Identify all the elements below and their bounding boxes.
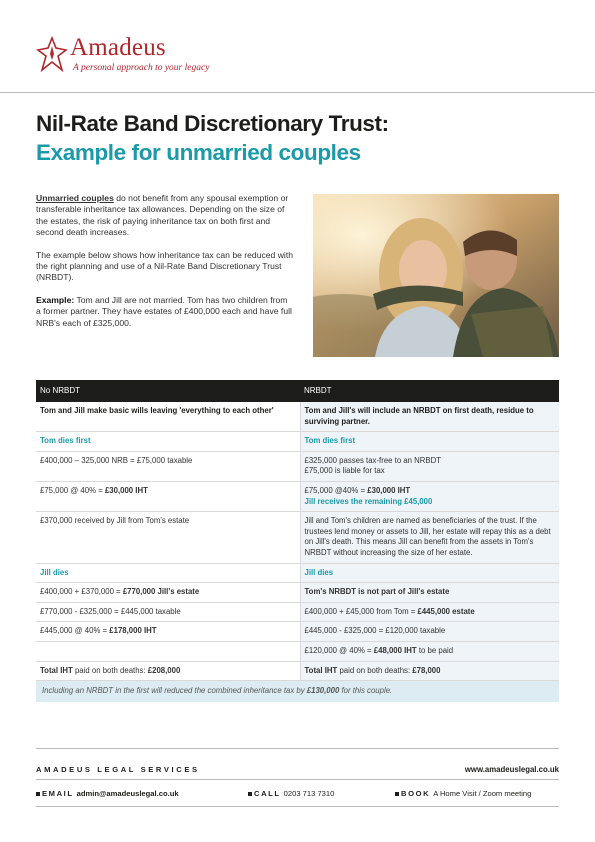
page-title: Nil-Rate Band Discretionary Trust:: [36, 111, 389, 136]
cell-text: £445,000 @ 40% =: [40, 626, 110, 636]
table-cell: [300, 481, 559, 511]
bullet-icon: [395, 792, 399, 796]
table-cell: £400,000 – 325,000 NRB = £75,000 taxable: [36, 451, 300, 481]
table-cell: Tom and Jill's will include an NRBDT on first death, residue to surviving partner.: [300, 402, 559, 432]
total-text: paid on both deaths:: [337, 665, 413, 675]
table-cell: £445,000 - £325,000 = £120,000 taxable: [300, 622, 559, 642]
footer-call: [248, 789, 334, 798]
total-value: £208,000: [147, 665, 181, 675]
column-header-no-nrbdt: No NRBDT: [36, 380, 300, 402]
table-cell: Tom and Jill make basic wills leaving 'everything to each other': [36, 402, 300, 432]
footer-email: [36, 789, 179, 798]
total-row: [36, 661, 559, 681]
total-label: Total IHT: [40, 665, 73, 675]
section-label: Tom dies first: [36, 432, 300, 452]
amadeus-crown-logo-icon: [36, 36, 68, 76]
table-row: [36, 583, 559, 603]
book-label: BOOK: [401, 789, 431, 798]
intro-lead: Unmarried couples: [36, 193, 114, 203]
section-row-tom-dies: [36, 432, 559, 452]
table-cell: [36, 583, 300, 603]
note-text: for this couple.: [339, 686, 393, 696]
cell-text: to be paid: [416, 645, 454, 655]
example-lead: Example:: [36, 294, 75, 305]
bullet-icon: [36, 792, 40, 796]
table-row: [36, 481, 559, 511]
table-row: [36, 451, 559, 481]
cell-emphasis: £770,000 Jill's estate: [122, 587, 200, 597]
table-cell: [300, 602, 559, 622]
table-row: [36, 622, 559, 642]
cell-emphasis: £445,000 estate: [417, 606, 475, 616]
table-cell: £770,000 - £325,000 = £445,000 taxable: [36, 602, 300, 622]
summary-note: [36, 681, 559, 702]
footer-divider: [36, 748, 559, 749]
table-cell: [300, 641, 559, 661]
total-value: £78,000: [412, 665, 441, 675]
header-divider: [0, 92, 595, 93]
call-label: CALL: [254, 789, 281, 798]
cell-emphasis: £178,000 IHT: [109, 626, 157, 636]
cell-emphasis: Tom's NRBDT is not part of Jill's estate: [304, 587, 450, 597]
footer-divider: [36, 806, 559, 807]
total-text: paid on both deaths:: [72, 665, 148, 675]
cell-highlight: Jill receives the remaining £45,000: [304, 496, 433, 506]
email-label: EMAIL: [42, 789, 74, 798]
table-cell: [300, 451, 559, 481]
intro-p3-text: Tom and Jill are not married. Tom has two children from a former partner. They have estates of £400,000 each and have full NRB's each of £325,000.: [36, 294, 292, 328]
cell-emphasis: £30,000 IHT: [104, 485, 148, 495]
cell-line: £325,000 passes tax-free to an NRBDT: [304, 455, 442, 465]
website-link[interactable]: www.amadeuslegal.co.uk: [464, 765, 559, 774]
page-subtitle: Example for unmarried couples: [36, 140, 361, 165]
cell-text: £75,000 @ 40% =: [40, 485, 105, 495]
book-link[interactable]: A Home Visit / Zoom meeting: [433, 789, 532, 798]
couple-photo: [313, 194, 559, 357]
cell-line: £75,000 is liable for tax: [304, 466, 385, 476]
cell-text: £400,000 + £370,000 =: [40, 587, 123, 597]
total-cell-no-nrbdt: [36, 661, 300, 681]
table-cell: Jill and Tom's children are named as beneficiaries of the trust. If the trustees lend money or assets to Jill, her estate will repay this as a debt on Jill's death. This means Jill can benefit from the assets in Tom's NRBDT without increasing the size of her estate.: [300, 512, 559, 563]
couple-photo-illustration: [313, 194, 559, 357]
bullet-icon: [248, 792, 252, 796]
table-cell: £370,000 received by Jill from Tom's estate: [36, 512, 300, 563]
section-label: Jill dies: [300, 563, 559, 583]
total-cell-nrbdt: [300, 661, 559, 681]
footer-brand: AMADEUS LEGAL SERVICES: [36, 765, 200, 774]
intro-paragraph-1: [36, 193, 294, 239]
intro-paragraph-2: The example below shows how inheritance tax can be reduced with the right planning and use of a Nil-Rate Band Discretionary Trust (NRBDT).: [36, 249, 294, 283]
note-savings: £130,000: [306, 686, 340, 696]
section-row-jill-dies: [36, 563, 559, 583]
intro-p1-text: do not benefit from any spousal exemption or transferable inheritance tax allowances. Depending on the size of the estates, the risk of paying inheritance tax on both first and second death increases.: [36, 193, 289, 238]
cell-emphasis: £48,000 IHT: [373, 645, 417, 655]
table-cell: [36, 622, 300, 642]
intro-paragraph-3: [36, 295, 294, 329]
intro-text: [36, 193, 294, 340]
table-row: [36, 602, 559, 622]
section-label: Tom dies first: [300, 432, 559, 452]
table-row: [36, 641, 559, 661]
cell-text: £400,000 + £45,000 from Tom =: [304, 606, 418, 616]
cell-text: £75,000 @40% =: [304, 485, 368, 495]
footer-divider: [36, 779, 559, 780]
brand-name: Amadeus: [70, 34, 166, 61]
table-header-row: [36, 380, 559, 402]
brand-logo: [36, 36, 236, 80]
brand-tagline: A personal approach to your legacy: [73, 63, 210, 73]
section-label: Jill dies: [36, 563, 300, 583]
footer-book: [395, 789, 531, 798]
email-link[interactable]: admin@amadeuslegal.co.uk: [76, 789, 179, 798]
comparison-table: [36, 380, 559, 702]
table-cell-empty: [36, 641, 300, 661]
note-text: Including an NRBDT in the first will reduced the combined inheritance tax by: [42, 686, 307, 696]
cell-text: £120,000 @ 40% =: [304, 645, 374, 655]
cell-emphasis: £30,000 IHT: [367, 485, 411, 495]
table-row: [36, 512, 559, 563]
summary-note-row: [36, 681, 559, 702]
column-header-nrbdt: NRBDT: [300, 380, 559, 402]
table-cell: [300, 583, 559, 603]
total-label: Total IHT: [304, 665, 338, 675]
table-cell: [36, 481, 300, 511]
phone-link[interactable]: 0203 713 7310: [283, 789, 335, 798]
table-row: [36, 402, 559, 432]
